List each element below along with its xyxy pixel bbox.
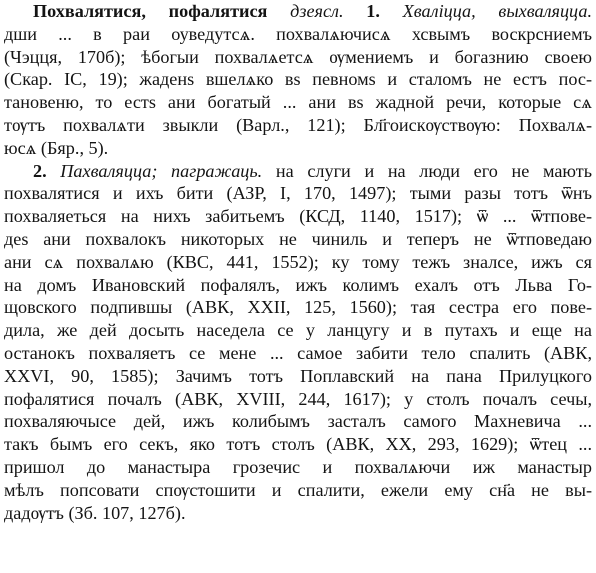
entry-text: пришол до манастыра грозечис и похвалѧючи иж манастыр: [4, 456, 592, 477]
entry-italic-text: Хваліцца, выхваляцца.: [379, 1, 592, 21]
entry-line: [4, 205, 592, 228]
entry-line: [4, 388, 592, 411]
entry-line: [4, 46, 592, 69]
entry-line: [4, 160, 592, 183]
entry-line: [4, 342, 592, 365]
entry-text: дадѹтъ (Зб. 107, 127б).: [4, 502, 186, 523]
entry-text: такъ бымъ его секъ, яко тотъ столъ (АВК, XX, 293, 1629); ѿтец ...: [4, 434, 592, 455]
entry-line: [4, 410, 592, 433]
entry-line: [4, 0, 592, 23]
entry-bold-text: 1.: [366, 1, 380, 21]
entry-text: похваляеться на нихъ забитьемъ (КСД, 1140, 1517); ѿ ... ѿтпове-: [4, 206, 592, 227]
entry-text: пофалятися почалъ (АВК, XVIII, 244, 1617); у столъ почалъ сечы,: [4, 388, 592, 409]
entry-text: юсѧ (Бяр., 5).: [4, 137, 109, 158]
entry-text: ани сѧ похвалѧю (КВС, 441, 1552); ку тому тежъ зналсе, ижъ ся: [4, 251, 592, 272]
entry-line: [4, 137, 592, 160]
entry-line: [4, 228, 592, 251]
entry-line: [4, 319, 592, 342]
entry-text: дила, же дей досыть наседела се у ланцугу и в путахъ и еще на: [4, 320, 592, 341]
entry-line: [4, 91, 592, 114]
entry-text: деѕ ани похвалокъ никоторых не чиниль и теперъ не ѿтповедаю: [4, 228, 592, 249]
entry-bold-text: 2.: [33, 160, 47, 181]
entry-text: XXVI, 90, 1585); Зачимъ тотъ Поплавский на пана Прилуцкого: [4, 365, 592, 386]
entry-text: мѣлъ попсовати спѹстошити и спалити, ежели ему сн҃а не вы-: [4, 479, 592, 500]
entry-line: [4, 296, 592, 319]
entry-text: (Скар. IC, 19); жаденѕ вшелѧко вѕ певномѕ и сталомъ не естъ пос-: [4, 69, 592, 90]
entry-line: [4, 479, 592, 502]
entry-line: [4, 365, 592, 388]
dictionary-entry: [4, 0, 592, 524]
headword: Похвалятися, пофалятися: [33, 1, 268, 21]
entry-text: тѹтъ похвалѧти звыкли (Варл., 121); Бл҃гоискѹствѹю: Похвалѧ-: [4, 114, 592, 135]
entry-italic-text: Пахваляцца; пагражаць.: [46, 160, 263, 181]
entry-text: на слуги и на люди его не мають: [262, 160, 592, 181]
entry-line: [4, 182, 592, 205]
entry-line: [4, 456, 592, 479]
entry-text: щовского подпившы (АВК, XXII, 125, 1560); тая сестра его пове-: [4, 297, 592, 318]
entry-line: [4, 274, 592, 297]
entry-line: [4, 23, 592, 46]
entry-text: дши ... в раи оуведутсѧ. похвалѧючисѧ хсвымъ воскрсниемъ: [4, 23, 592, 44]
entry-text: похваляючысе дей, ижъ колибымъ засталъ самого Махневича ...: [4, 411, 592, 432]
entry-line: [4, 114, 592, 137]
part-of-speech: дзеясл.: [267, 1, 367, 21]
entry-line: [4, 68, 592, 91]
entry-text: (Чэцця, 170б); ѣбогыи похвалѧетсѧ ѹмениемъ и богазнию своею: [4, 46, 592, 67]
entry-line: [4, 251, 592, 274]
entry-text: тановеню, то естѕ ани богатый ... ани вѕ жадной речи, которые сѧ: [4, 92, 592, 113]
entry-text: на домъ Ивановский пофалялъ, ижъ колимъ ехалъ отъ Льва Го-: [4, 274, 592, 295]
entry-line: [4, 502, 592, 525]
entry-line: [4, 433, 592, 456]
entry-text: останокъ похваляетъ се мене ... самое забити тело спалить (АВК,: [4, 342, 592, 363]
entry-text: похвалятися и ихъ бити (АЗР, I, 170, 1497); тыми разы тотъ ѿнъ: [4, 183, 592, 204]
